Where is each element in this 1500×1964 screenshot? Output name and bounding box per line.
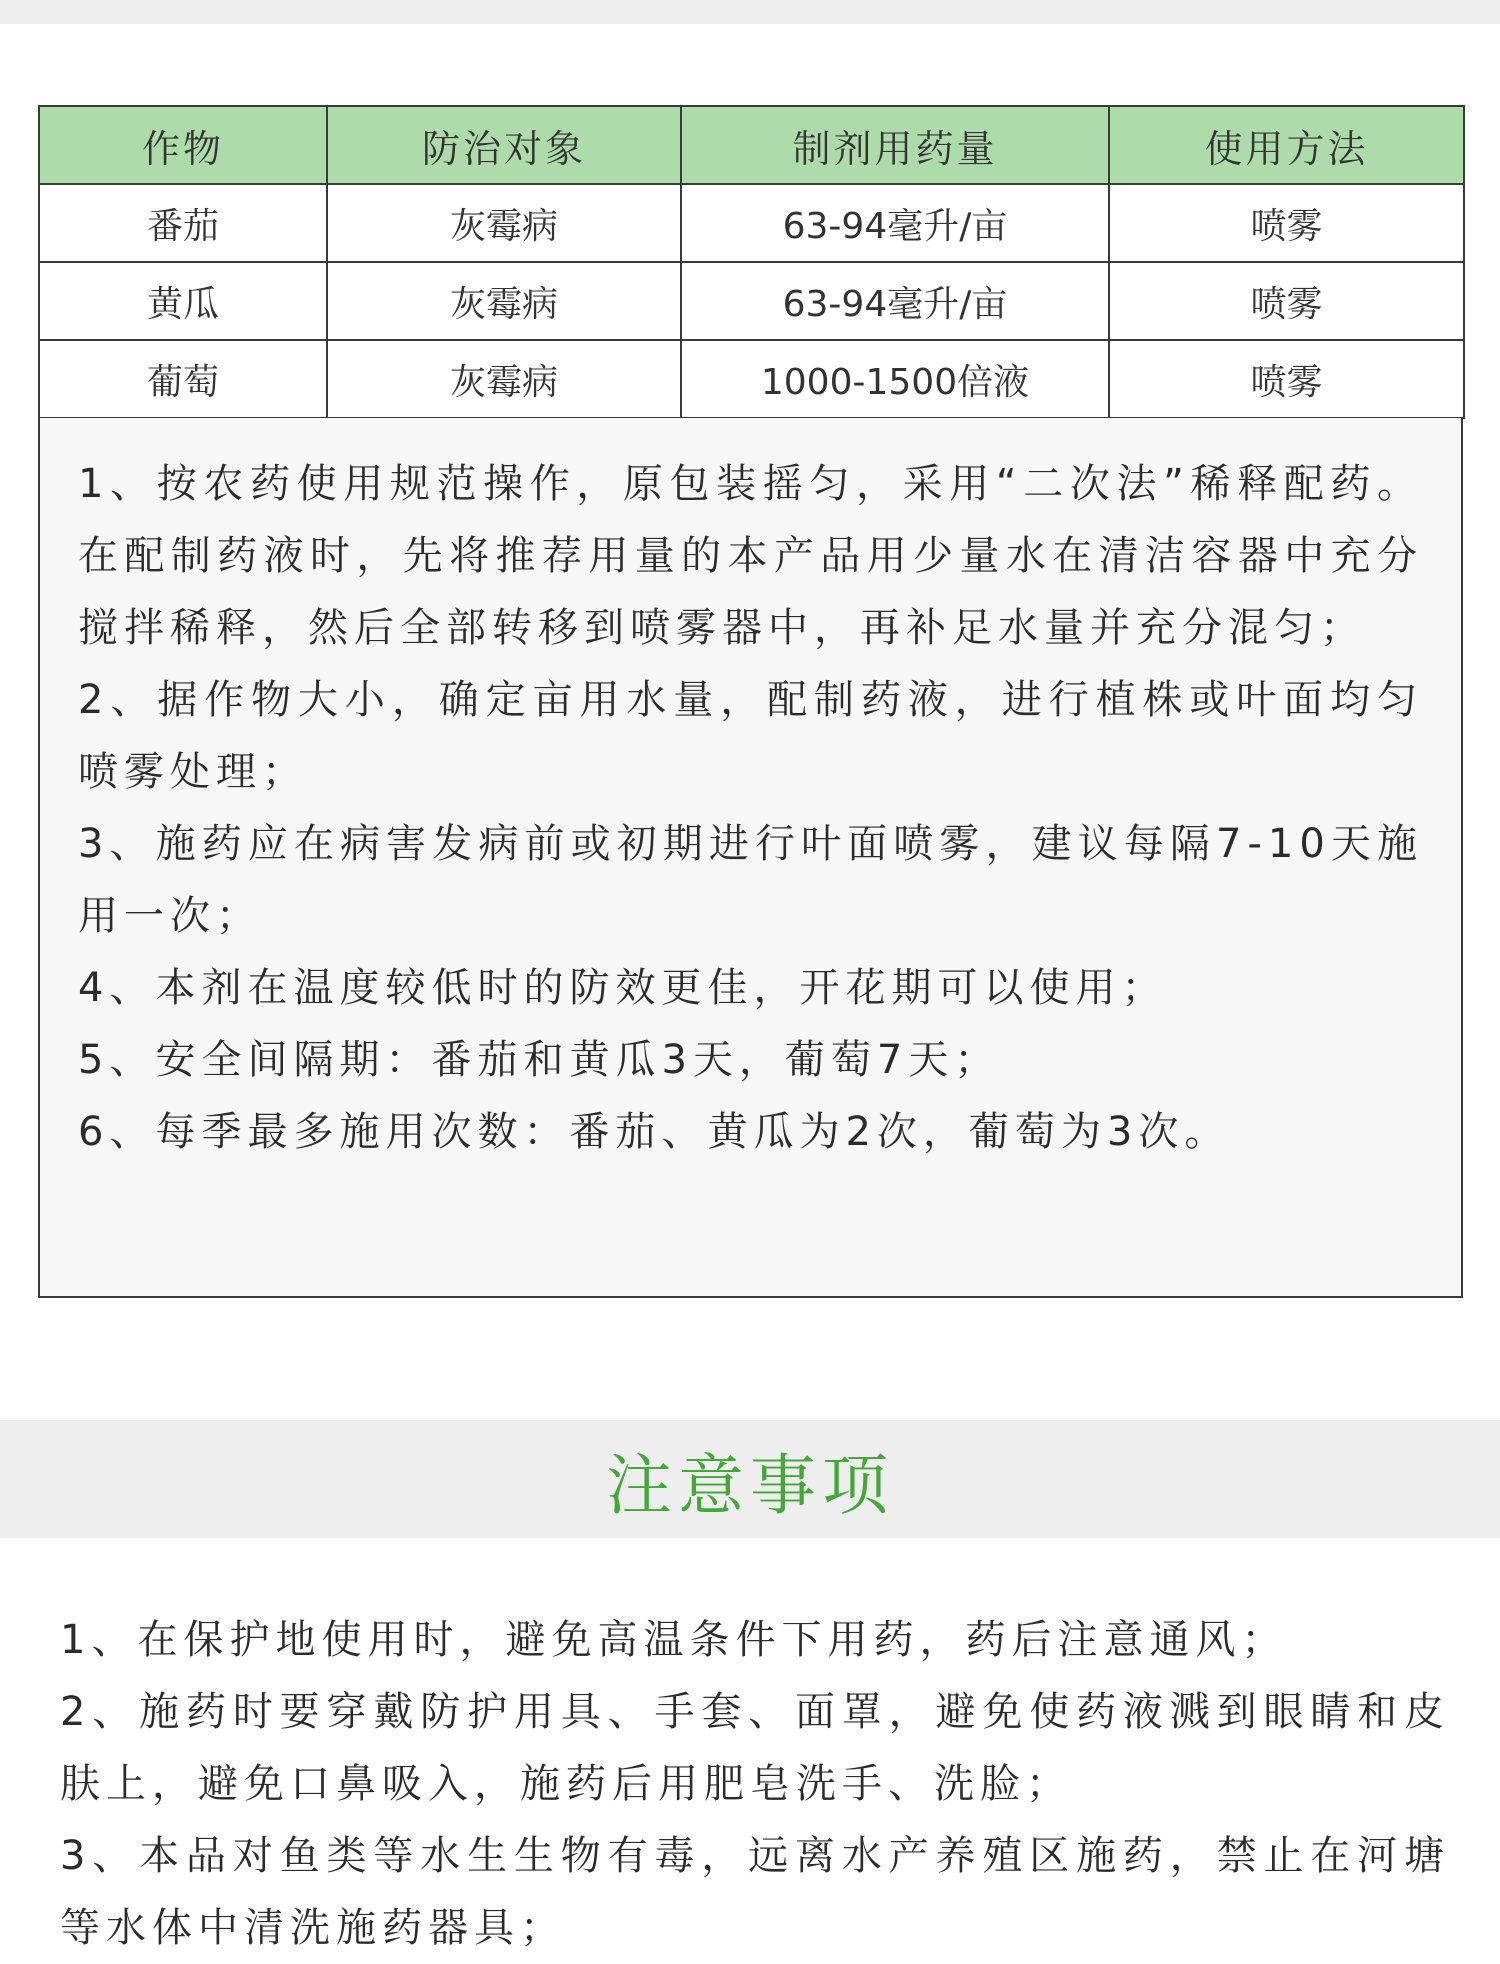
cell-method: 喷雾 [1109, 340, 1464, 418]
table-row [39, 262, 1464, 340]
precaution-item: 2、施药时要穿戴防护用具、手套、面罩，避免使药液溅到眼睛和皮肤上，避免口鼻吸入，施药后用肥皂洗手、洗脸； [60, 1689, 1450, 1807]
header-target: 防治对象 [327, 106, 681, 184]
precautions-title: 注意事项 [606, 1446, 894, 1524]
precautions-list [60, 1604, 1450, 1964]
instruction-item: 2、据作物大小，确定亩用水量，配制药液，进行植株或叶面均匀喷雾处理； [78, 677, 1423, 795]
top-divider-strip [0, 0, 1500, 24]
table-row [39, 184, 1464, 262]
instruction-item: 5、安全间隔期：番茄和黄瓜3天，葡萄7天； [78, 1037, 1001, 1083]
instruction-item: 1、按农药使用规范操作，原包装摇匀，采用“二次法”稀释配药。在配制药液时，先将推荐用量的本产品用少量水在清洁容器中充分搅拌稀释，然后全部转移到喷雾器中，再补足水量并充分混匀； [78, 461, 1423, 651]
table-row [39, 340, 1464, 418]
header-dosage: 制剂用药量 [681, 106, 1109, 184]
precaution-item: 1、在保护地使用时，避免高温条件下用药，药后注意通风； [60, 1617, 1288, 1663]
header-crop: 作物 [39, 106, 327, 184]
instruction-item: 4、本剂在温度较低时的防效更佳，开花期可以使用； [78, 965, 1168, 1011]
cell-target: 灰霉病 [327, 184, 681, 262]
usage-table [38, 105, 1465, 419]
cell-crop: 番茄 [39, 184, 327, 262]
cell-dosage: 63-94毫升/亩 [681, 262, 1109, 340]
precaution-item: 3、本品对鱼类等水生生物有毒，远离水产养殖区施药，禁止在河塘等水体中清洗施药器具； [60, 1833, 1450, 1951]
cell-target: 灰霉病 [327, 262, 681, 340]
precautions-header-band [0, 1420, 1500, 1538]
cell-method: 喷雾 [1109, 262, 1464, 340]
usage-instructions-box [38, 418, 1463, 1298]
cell-crop: 黄瓜 [39, 262, 327, 340]
instruction-item: 3、施药应在病害发病前或初期进行叶面喷雾，建议每隔7-10天施用一次； [78, 821, 1423, 939]
table-header-row [39, 106, 1464, 184]
cell-dosage: 1000-1500倍液 [681, 340, 1109, 418]
header-method: 使用方法 [1109, 106, 1464, 184]
instruction-item: 6、每季最多施用次数：番茄、黄瓜为2次，葡萄为3次。 [78, 1109, 1231, 1155]
cell-method: 喷雾 [1109, 184, 1464, 262]
cell-target: 灰霉病 [327, 340, 681, 418]
cell-dosage: 63-94毫升/亩 [681, 184, 1109, 262]
cell-crop: 葡萄 [39, 340, 327, 418]
